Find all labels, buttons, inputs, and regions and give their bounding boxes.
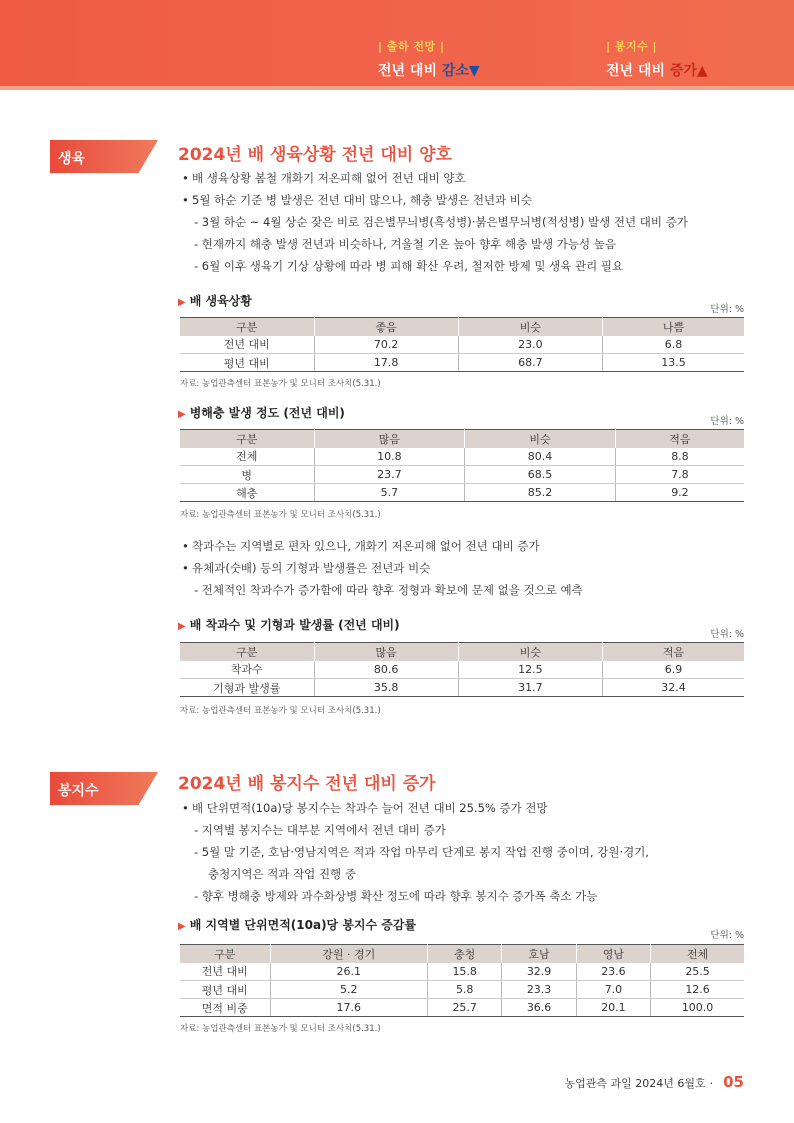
column-header: 충청 xyxy=(428,945,502,963)
row-label: 전년 대비 xyxy=(180,963,270,981)
table-row xyxy=(180,661,744,679)
table-cell: 80.4 xyxy=(465,448,616,466)
column-header: 호남 xyxy=(502,945,576,963)
column-header: 구분 xyxy=(180,318,314,336)
triangle-icon: ▶ xyxy=(178,297,186,308)
table-cell: 100.0 xyxy=(651,999,744,1017)
table-cell: 26.1 xyxy=(270,963,428,981)
header-banner xyxy=(0,0,794,88)
row-label: 평년 대비 xyxy=(180,354,314,372)
table-title-text: 배 착과수 및 기형과 발생률 (전년 대비) xyxy=(189,618,400,632)
sub-item: - 5월 말 기준, 호남·영남지역은 적과 작업 마무리 단계로 봉지 작업 진행 중이며, 강원·경기, xyxy=(194,845,649,859)
table-title-pest xyxy=(178,404,345,421)
pest-table xyxy=(180,429,744,502)
outlook-label: | 출하 전망 | xyxy=(378,40,445,53)
table-row xyxy=(180,466,744,484)
column-header: 비슷 xyxy=(458,643,602,661)
table-source: 자료: 농업관측센터 표본농가 및 모니터 조사치(5.31.) xyxy=(180,1024,381,1034)
table-title-text: 병해충 발생 정도 (전년 대비) xyxy=(189,406,345,420)
table-title-text: 배 지역별 단위면적(10a)당 봉지수 증감률 xyxy=(189,918,417,932)
table-unit: 단위: % xyxy=(710,416,744,427)
sub-item: - 3월 하순 ~ 4월 상순 잦은 비로 검은별무늬병(흑성병)·붉은별무늬병(적성병) 발생 전년 대비 증가 xyxy=(194,215,688,229)
row-label: 해충 xyxy=(180,484,314,502)
table-cell: 5.8 xyxy=(428,981,502,999)
table-cell: 25.7 xyxy=(428,999,502,1017)
page-footer xyxy=(565,1073,745,1091)
table-cell: 7.8 xyxy=(615,466,744,484)
setting-value-line xyxy=(606,60,708,80)
page-number: 05 xyxy=(723,1073,744,1091)
table-cell: 7.0 xyxy=(576,981,650,999)
table-source: 자료: 농업관측센터 표본농가 및 모니터 조사치(5.31.) xyxy=(180,510,381,520)
outlook-value-line xyxy=(378,60,480,80)
table-cell: 15.8 xyxy=(428,963,502,981)
table-cell: 17.6 xyxy=(270,999,428,1017)
table-cell: 68.7 xyxy=(458,354,602,372)
table-row xyxy=(180,354,744,372)
table-cell: 31.7 xyxy=(458,679,602,697)
row-label: 병 xyxy=(180,466,314,484)
column-header: 강원 · 경기 xyxy=(270,945,428,963)
column-header: 전체 xyxy=(651,945,744,963)
table-row xyxy=(180,679,744,697)
separator-dot: · xyxy=(709,1077,714,1090)
row-label: 평년 대비 xyxy=(180,981,270,999)
table-row xyxy=(180,963,744,981)
table-cell: 68.5 xyxy=(465,466,616,484)
row-label: 기형과 발생률 xyxy=(180,679,314,697)
column-header: 많음 xyxy=(314,430,465,448)
table-cell: 32.4 xyxy=(603,679,744,697)
table-cell: 5.7 xyxy=(314,484,465,502)
sub-item: - 현재까지 해충 발생 전년과 비슷하나, 겨울철 기온 높아 향후 해충 발생 가능성 높음 xyxy=(194,237,616,251)
bullet-item: • 착과수는 지역별로 편차 있으나, 개화기 저온피해 없어 전년 대비 증가 xyxy=(180,535,583,557)
table-row xyxy=(180,448,744,466)
publication-name: 농업관측 과일 2024년 6월호 xyxy=(564,1077,706,1090)
table-row xyxy=(180,999,744,1017)
row-label: 면적 비중 xyxy=(180,999,270,1017)
table-cell: 35.8 xyxy=(314,679,458,697)
table-cell: 5.2 xyxy=(270,981,428,999)
bullet-item: • 배 단위면적(10a)당 봉지수는 착과수 늘어 전년 대비 25.5% 증가 전망 xyxy=(180,797,649,819)
bagging-bullets xyxy=(180,797,649,907)
table-cell: 12.5 xyxy=(458,661,602,679)
triangle-icon: ▶ xyxy=(178,621,186,632)
sub-item: - 6월 이후 생육기 기상 상황에 따라 병 피해 확산 우려, 철저한 방제 및 생육 관리 필요 xyxy=(194,259,624,273)
table-cell: 80.6 xyxy=(314,661,458,679)
section-tag-label: 생육 xyxy=(58,151,86,167)
fruit-set-bullets xyxy=(180,535,583,601)
table-cell: 36.6 xyxy=(502,999,576,1017)
column-header: 적음 xyxy=(603,643,744,661)
triangle-icon: ▶ xyxy=(178,409,186,420)
column-header: 많음 xyxy=(314,643,458,661)
table-title-text: 배 생육상황 xyxy=(189,294,252,308)
growth-table xyxy=(180,317,744,372)
table-title-bagging xyxy=(178,916,416,933)
bullet-item: • 배 생육상황 봄철 개화기 저온피해 없어 전년 대비 양호 xyxy=(180,167,688,189)
row-label: 착과수 xyxy=(180,661,314,679)
column-header: 비슷 xyxy=(458,318,602,336)
outlook-value: 감소▼ xyxy=(441,63,480,79)
banner-stripe xyxy=(0,86,794,90)
sub-item: 충청지역은 적과 작업 진행 중 xyxy=(208,867,356,881)
row-label: 전년 대비 xyxy=(180,336,314,354)
table-cell: 23.7 xyxy=(314,466,465,484)
sub-item: - 지역별 봉지수는 대부분 지역에서 전년 대비 증가 xyxy=(194,823,446,837)
table-cell: 20.1 xyxy=(576,999,650,1017)
bullet-item: • 유체과(숫배) 등의 기형과 발생률은 전년과 비슷 xyxy=(180,557,583,579)
table-cell: 8.8 xyxy=(615,448,744,466)
table-cell: 6.8 xyxy=(603,336,744,354)
table-unit: 단위: % xyxy=(710,930,744,941)
column-header: 나쁨 xyxy=(603,318,744,336)
column-header: 영남 xyxy=(576,945,650,963)
bullet-item: • 5월 하순 기준 병 발생은 전년 대비 많으나, 해충 발생은 전년과 비슷 xyxy=(180,189,688,211)
table-cell: 23.6 xyxy=(576,963,650,981)
setting-value-prefix: 전년 대비 xyxy=(606,63,665,79)
section-title-growth: 2024년 배 생육상황 전년 대비 양호 xyxy=(178,145,452,165)
row-label: 전체 xyxy=(180,448,314,466)
table-title-fruitset xyxy=(178,616,400,633)
table-cell: 9.2 xyxy=(615,484,744,502)
table-cell: 32.9 xyxy=(502,963,576,981)
table-row xyxy=(180,484,744,502)
setting-value: 증가▲ xyxy=(669,63,708,79)
bagging-table xyxy=(180,944,744,1017)
section-tag-bagging xyxy=(50,772,158,805)
outlook-box xyxy=(378,38,480,80)
table-unit: 단위: % xyxy=(710,304,744,315)
table-row xyxy=(180,336,744,354)
column-header: 적음 xyxy=(615,430,744,448)
table-source: 자료: 농업관측센터 표본농가 및 모니터 조사치(5.31.) xyxy=(180,706,381,716)
outlook-value-prefix: 전년 대비 xyxy=(378,63,437,79)
table-cell: 25.5 xyxy=(651,963,744,981)
setting-label: | 봉지수 | xyxy=(606,40,658,53)
table-cell: 13.5 xyxy=(603,354,744,372)
fruitset-table xyxy=(180,642,744,697)
table-cell: 70.2 xyxy=(314,336,458,354)
column-header: 구분 xyxy=(180,430,314,448)
table-cell: 12.6 xyxy=(651,981,744,999)
table-cell: 10.8 xyxy=(314,448,465,466)
column-header: 구분 xyxy=(180,643,314,661)
table-cell: 85.2 xyxy=(465,484,616,502)
sub-item: - 향후 병해충 방제와 과수화상병 확산 정도에 따라 향후 봉지수 증가폭 축소 가능 xyxy=(194,889,598,903)
section-title-bagging: 2024년 배 봉지수 전년 대비 증가 xyxy=(178,774,436,794)
growth-bullets xyxy=(180,167,688,277)
column-header: 비슷 xyxy=(465,430,616,448)
sub-item: - 전체적인 착과수가 증가함에 따라 향후 정형과 확보에 문제 없을 것으로 예측 xyxy=(194,583,583,597)
section-tag-label: 봉지수 xyxy=(58,783,99,799)
triangle-icon: ▶ xyxy=(178,921,186,932)
table-unit: 단위: % xyxy=(710,629,744,640)
table-cell: 23.0 xyxy=(458,336,602,354)
section-tag-growth xyxy=(50,140,158,173)
table-source: 자료: 농업관측센터 표본농가 및 모니터 조사치(5.31.) xyxy=(180,379,381,389)
column-header: 구분 xyxy=(180,945,270,963)
column-header: 좋음 xyxy=(314,318,458,336)
setting-box xyxy=(606,38,708,80)
table-cell: 23.3 xyxy=(502,981,576,999)
table-cell: 17.8 xyxy=(314,354,458,372)
table-cell: 6.9 xyxy=(603,661,744,679)
table-title-growth xyxy=(178,292,252,309)
table-row xyxy=(180,981,744,999)
